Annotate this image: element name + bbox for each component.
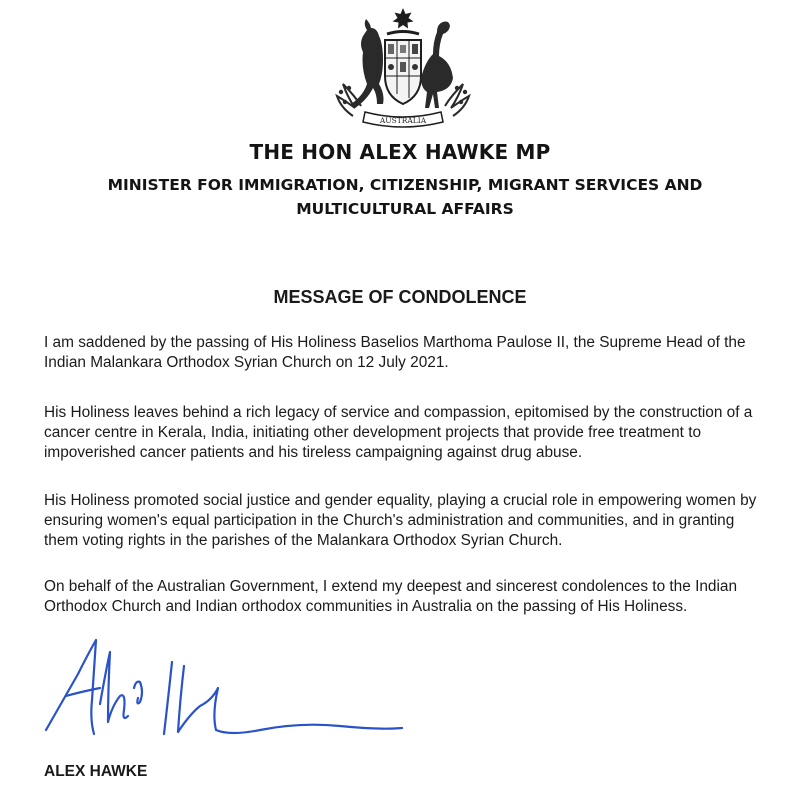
paragraph: On behalf of the Australian Government, I extend my deepest and sincerest condolences to the Indian Orthodox Church and Indian orthodox communities in Australia on the passing of His Holiness. [44,578,738,615]
portfolio-line: MULTICULTURAL AFFAIRS [296,200,514,218]
commonwealth-star-icon [393,8,414,29]
banner-text: AUSTRALIA [379,116,427,125]
minister-portfolio [60,173,750,221]
emu-icon [421,22,453,109]
signature-icon [40,630,440,750]
paragraph: His Holiness leaves behind a rich legacy of service and compassion, epitomised by the construction of a cancer centre in Kerala, India, initiating other development projects that provide free treatment to impoverished cancer patients and his tireless campaigning against drug abuse. [44,404,753,461]
paragraph: I am saddened by the passing of His Holiness Baselios Marthoma Paulose II, the Supreme Head of the Indian Malankara Orthodox Syrian Church on 12 July 2021. [44,334,746,371]
signatory-name: ALEX HAWKE [44,763,148,780]
kangaroo-icon [351,19,384,108]
portfolio-line: MINISTER FOR IMMIGRATION, CITIZENSHIP, MIGRANT SERVICES AND [107,176,703,194]
minister-name: THE HON ALEX HAWKE MP [249,140,551,164]
document-heading: MESSAGE OF CONDOLENCE [273,287,527,307]
coat-of-arms-icon [333,4,473,136]
paragraph: His Holiness promoted social justice and gender equality, playing a crucial role in empowering women by ensuring women's equal participation in the Church's administration and communities, and in granting them voting rights in the parishes of the Malankara Orthodox Syrian Church. [44,492,757,549]
